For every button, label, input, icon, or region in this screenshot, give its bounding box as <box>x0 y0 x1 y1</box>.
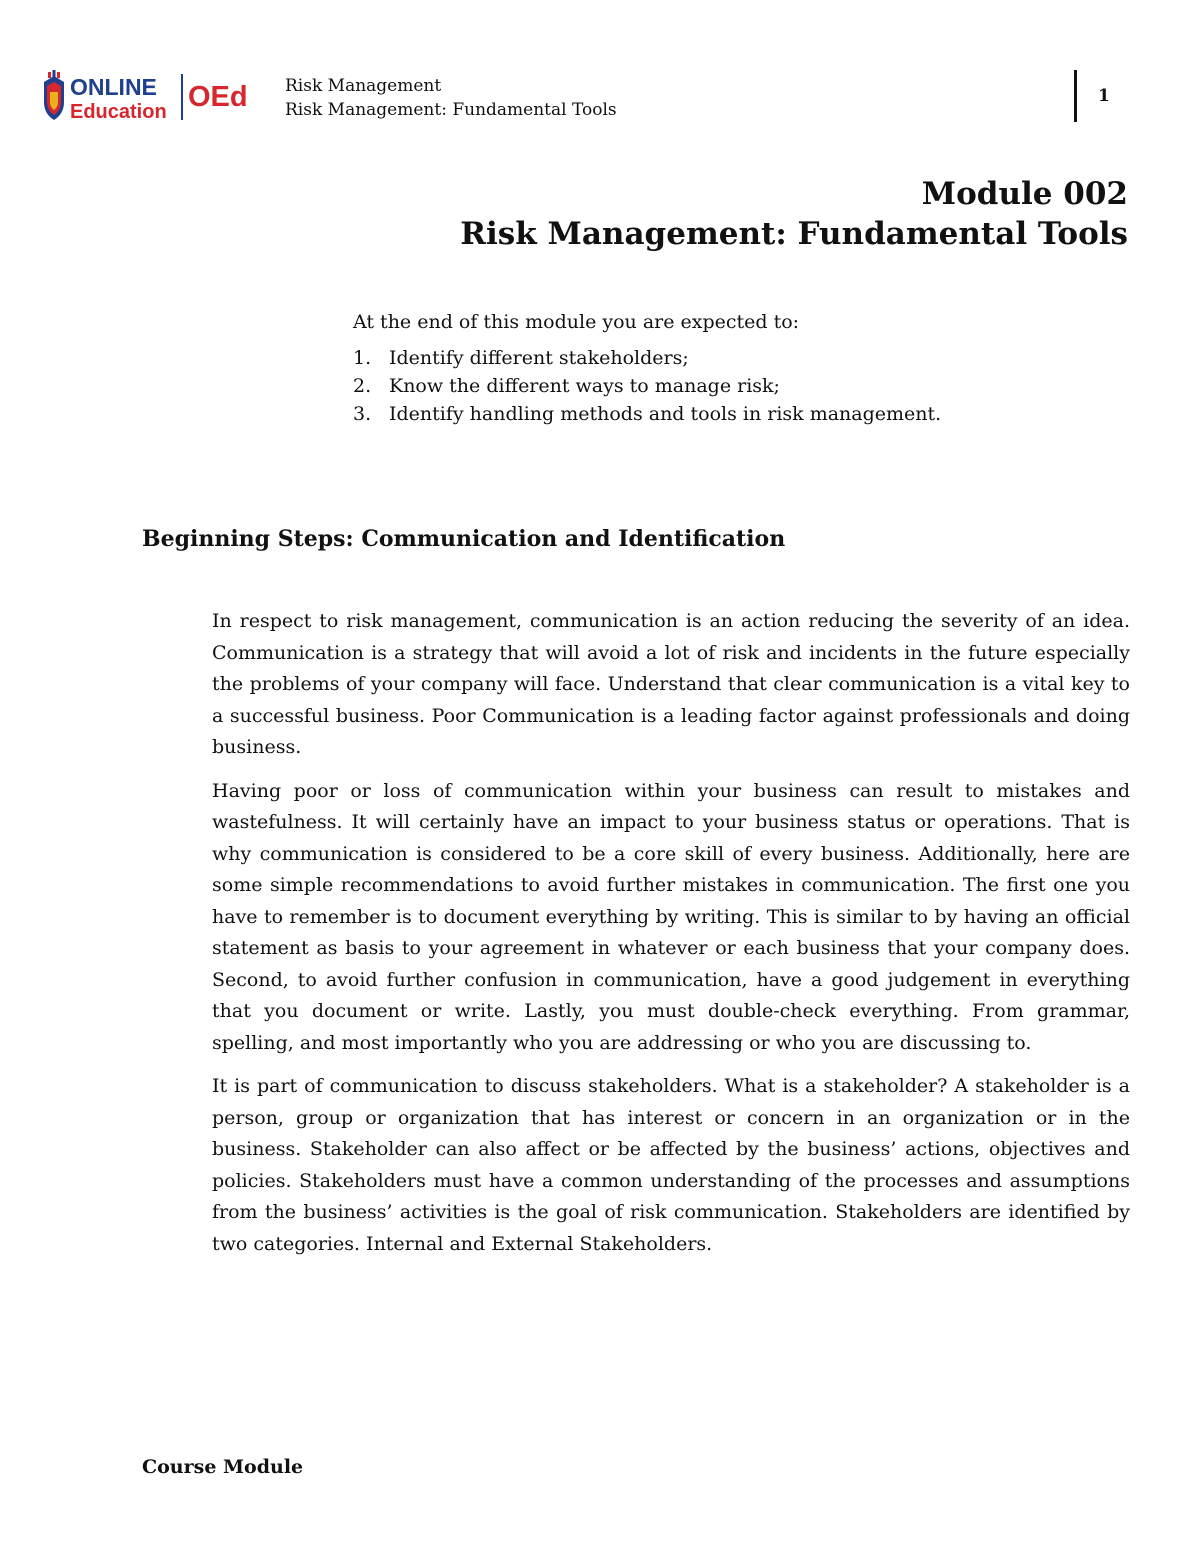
list-item-number: 3. <box>353 403 372 425</box>
section-heading: Beginning Steps: Communication and Identification <box>142 526 786 552</box>
header-divider <box>1074 70 1077 122</box>
list-item-number: 2. <box>353 375 372 397</box>
list-item <box>353 400 1153 428</box>
body-paragraph: In respect to risk management, communication is an action reducing the severity of an idea. Communication is a strategy that will avoid a lot of risk and incidents in the future especially the problems of your company will face. Understand that clear communication is a vital key to a successful business. Poor Communication is a leading factor against professionals and doing business. <box>212 610 1130 758</box>
list-item-text: Know the different ways to manage risk; <box>389 375 780 397</box>
list-item-number: 1. <box>353 347 372 369</box>
list-item-text: Identify handling methods and tools in risk management. <box>389 403 942 425</box>
objectives-list <box>353 344 1153 428</box>
learning-objectives <box>353 308 1153 428</box>
list-item-text: Identify different stakeholders; <box>389 347 689 369</box>
header-module-title: Risk Management: Fundamental Tools <box>285 100 617 120</box>
module-number: Module 002 <box>921 176 1128 212</box>
header-titles <box>285 74 617 122</box>
logo-online-text: ONLINE <box>70 74 157 100</box>
list-item <box>353 372 1153 400</box>
list-item <box>353 344 1153 372</box>
body-paragraph: Having poor or loss of communication within your business can result to mistakes and wastefulness. It will certainly have an impact to your business status or operations. That is why communication is considered to be a core skill of every business. Additionally, here are some simple recommendations to avoid further mistakes in communication. The first one you have to remember is to document everything by writing. This is similar to by having an official statement as basis to your agreement in whatever or each business that your company does. Second, to avoid further confusion in communication, have a good judgement in everything that you document or write. Lastly, you must double-check everything. From grammar, spelling, and most importantly who you are addressing or who you are discussing to. <box>212 779 1130 1054</box>
logo-oed-text: OEd <box>188 81 248 113</box>
objectives-intro: At the end of this module you are expected to: <box>353 311 800 333</box>
shield-icon <box>44 70 64 120</box>
module-title: Risk Management: Fundamental Tools <box>460 216 1128 252</box>
footer-label: Course Module <box>142 1456 304 1478</box>
header-course-title: Risk Management <box>285 76 442 96</box>
section-body <box>212 606 1130 1272</box>
logo-education-text: Education <box>70 101 167 123</box>
page-number: 1 <box>1098 86 1110 106</box>
module-title-block <box>460 174 1128 254</box>
body-paragraph: It is part of communication to discuss stakeholders. What is a stakeholder? A stakeholder is a person, group or organization that has interest or concern in an organization or in the business. Stakeholder can also affect or be affected by the business’ actions, objectives and policies. Stakeholders must have a common understanding of the processes and assumptions from the business’ activities is the goal of risk communication. Stakeholders are identified by two categories. Internal and External Stakeholders. <box>212 1075 1130 1255</box>
online-education-logo <box>40 68 255 128</box>
